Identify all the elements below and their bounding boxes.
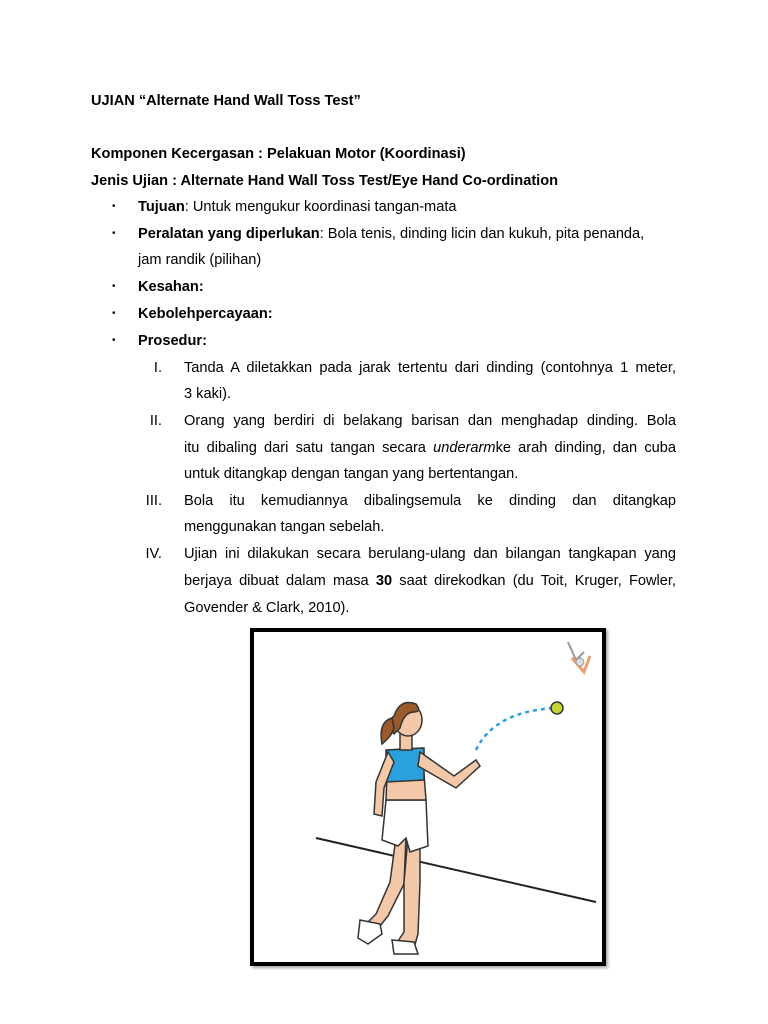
underarm-term: underarm: [433, 440, 496, 456]
step-ii-line: [184, 439, 676, 457]
tujuan-text: : Untuk mengukur koordinasi tangan-mata: [184, 199, 457, 215]
illustration-svg: [254, 632, 602, 962]
step-iv-line: Ujian ini dilakukan secara berulang-ulang dan bilangan tangkapan yang: [184, 546, 676, 562]
duration-value: 30: [375, 573, 393, 589]
peralatan-label: Peralatan yang diperlukan: [138, 226, 320, 242]
wall-toss-illustration: [250, 628, 606, 966]
step-iv-line: [184, 572, 676, 590]
step-ii-text: ke arah dinding, dan cuba: [495, 440, 676, 456]
wall-floor-line: [316, 838, 596, 902]
step-i-line: 3 kaki).: [184, 386, 232, 402]
peralatan-item: [138, 225, 644, 243]
step-ii-line: Orang yang berdiri di belakang barisan dan menghadap dinding. Bola: [184, 413, 676, 429]
komponen-line: Komponen Kecergasan : Pelakuan Motor (Koordinasi): [91, 146, 466, 162]
kebolehpercayaan-item: Kebolehpercayaan:: [138, 306, 273, 322]
step-iv-text: berjaya dibuat dalam masa: [184, 573, 376, 589]
step-number: III.: [145, 493, 162, 509]
bullet-icon: •: [112, 281, 116, 292]
step-ii-text: itu dibaling dari satu tangan secara: [184, 440, 434, 456]
bullet-icon: •: [112, 335, 116, 346]
step-iv-text: saat direkodkan (du Toit, Kruger, Fowler,: [392, 573, 676, 589]
document-title: UJIAN “Alternate Hand Wall Toss Test”: [91, 93, 361, 109]
wall-target-icon: [568, 642, 590, 672]
tujuan-item: [138, 198, 457, 216]
step-number: IV.: [145, 546, 162, 562]
step-iii-line: menggunakan tangan sebelah.: [184, 519, 385, 535]
kesahan-item: Kesahan:: [138, 279, 204, 295]
step-iv-line: Govender & Clark, 2010).: [184, 600, 350, 616]
step-number: II.: [149, 413, 162, 429]
ball-trajectory: [476, 708, 554, 750]
prosedur-item: Prosedur:: [138, 333, 207, 349]
tujuan-label: Tujuan: [138, 199, 185, 215]
step-i-line: Tanda A diletakkan pada jarak tertentu dari dinding (contohnya 1 meter,: [184, 360, 676, 376]
peralatan-text: : Bola tenis, dinding licin dan kukuh, pita penanda,: [319, 226, 645, 242]
bullet-icon: •: [112, 308, 116, 319]
athlete-figure: [358, 703, 480, 955]
bullet-icon: •: [112, 201, 116, 212]
step-iii-line: Bola itu kemudiannya dibalingsemula ke dinding dan ditangkap: [184, 493, 676, 509]
peralatan-text-cont: jam randik (pilihan): [138, 252, 262, 268]
step-number: I.: [153, 360, 162, 376]
tennis-ball-icon: [551, 702, 563, 714]
bullet-icon: •: [112, 228, 116, 239]
step-ii-line: untuk ditangkap dengan tangan yang bertentangan.: [184, 466, 519, 482]
jenis-ujian-line: Jenis Ujian : Alternate Hand Wall Toss Test/Eye Hand Co-ordination: [91, 173, 559, 189]
